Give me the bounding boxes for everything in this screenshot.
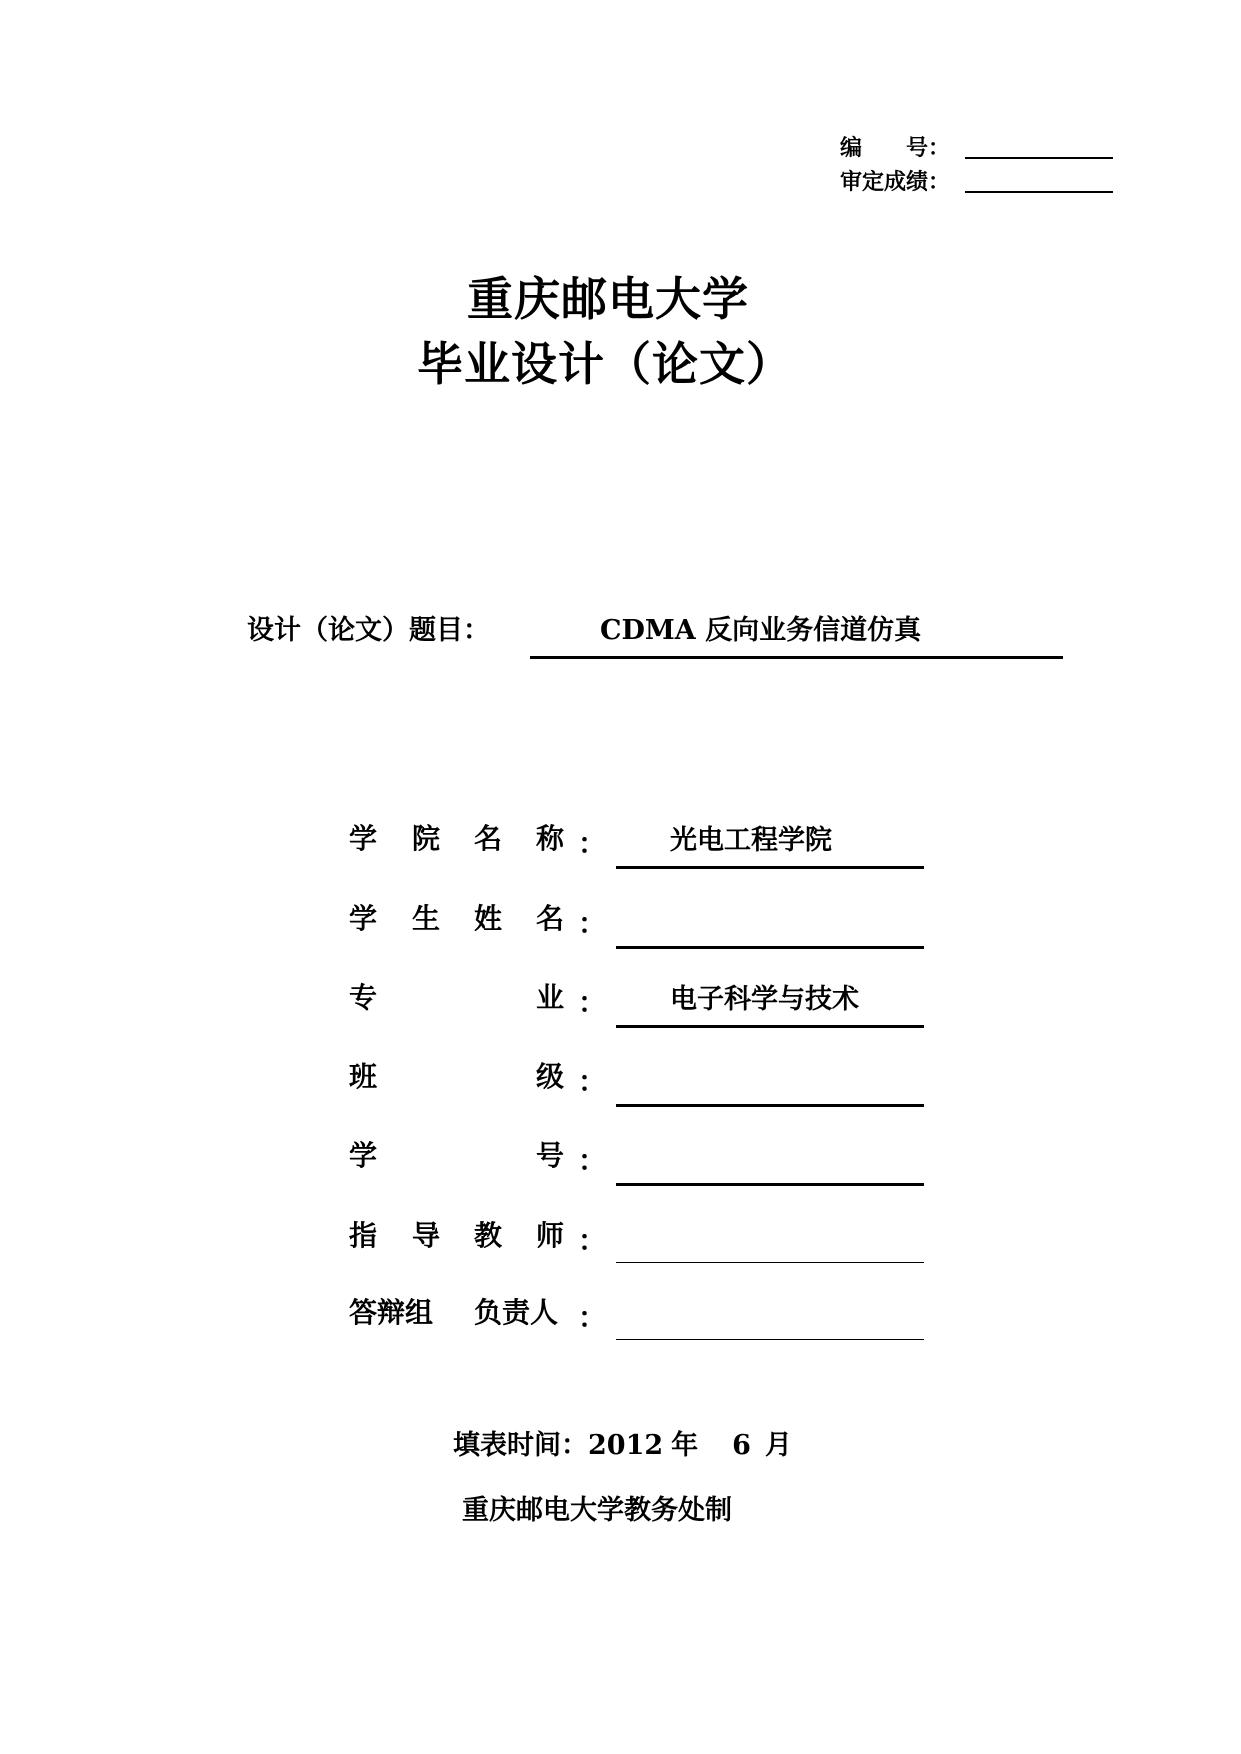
college-label-char-2: 院 bbox=[412, 822, 441, 855]
student-label-char-2: 生 bbox=[412, 902, 441, 935]
issuer-text: 重庆邮电大学教务处制 bbox=[462, 1495, 732, 1526]
grade-label: 审定成绩： bbox=[840, 169, 951, 195]
advisor-label-char-3: 教 bbox=[474, 1219, 503, 1252]
student-label-char-3: 姓 bbox=[474, 902, 503, 935]
student-name-field[interactable] bbox=[616, 946, 924, 949]
college-label-char-3: 名 bbox=[474, 822, 503, 855]
class-field[interactable] bbox=[616, 1104, 924, 1107]
fill-date-year-unit: 年 bbox=[671, 1430, 699, 1461]
topic-value: CDMA 反向业务信道仿真 bbox=[600, 615, 922, 646]
student-label-char-1: 学 bbox=[349, 902, 378, 935]
student-label-char-4: 名 bbox=[536, 902, 565, 935]
fill-date bbox=[453, 1423, 792, 1462]
student-id-field[interactable] bbox=[616, 1183, 924, 1186]
committee-field[interactable] bbox=[616, 1339, 924, 1340]
advisor-label-char-1: 指 bbox=[349, 1219, 378, 1252]
document-type-title: 毕业设计（论文） bbox=[417, 337, 793, 391]
student-id-colon: ： bbox=[578, 1144, 607, 1177]
major-value: 电子科学与技术 bbox=[670, 984, 859, 1015]
number-label: 编 号： bbox=[840, 135, 951, 161]
college-field[interactable] bbox=[616, 866, 924, 869]
advisor-label-char-2: 导 bbox=[412, 1219, 441, 1252]
major-label-char-2: 业 bbox=[536, 981, 565, 1014]
fill-date-month: 6 bbox=[732, 1430, 751, 1461]
topic-underline bbox=[530, 656, 1063, 659]
major-colon: ： bbox=[578, 986, 607, 1019]
major-label-char-1: 专 bbox=[349, 981, 378, 1014]
student-id-label-char-1: 学 bbox=[349, 1139, 378, 1172]
student-id-label-char-2: 号 bbox=[536, 1139, 565, 1172]
class-label-char-1: 班 bbox=[349, 1060, 378, 1093]
college-label-char-4: 称 bbox=[536, 822, 565, 855]
student-colon: ： bbox=[578, 907, 607, 940]
grade-field[interactable] bbox=[965, 191, 1113, 193]
committee-colon: ： bbox=[578, 1301, 607, 1334]
fill-date-month-unit: 月 bbox=[764, 1430, 792, 1461]
fill-date-label: 填表时间： bbox=[453, 1430, 588, 1461]
advisor-field[interactable] bbox=[616, 1262, 924, 1263]
college-value: 光电工程学院 bbox=[670, 825, 832, 856]
college-colon: ： bbox=[578, 827, 607, 860]
advisor-label-char-4: 师 bbox=[536, 1219, 565, 1252]
committee-label-part-2: 负责人 bbox=[474, 1296, 559, 1329]
class-colon: ： bbox=[578, 1065, 607, 1098]
university-title: 重庆邮电大学 bbox=[467, 272, 749, 326]
college-label-char-1: 学 bbox=[349, 822, 378, 855]
number-field[interactable] bbox=[965, 157, 1113, 159]
class-label-char-2: 级 bbox=[536, 1060, 565, 1093]
major-field[interactable] bbox=[616, 1025, 924, 1028]
advisor-colon: ： bbox=[578, 1224, 607, 1257]
topic-label: 设计（论文）题目： bbox=[247, 615, 490, 646]
committee-label-part-1: 答辩组 bbox=[349, 1296, 434, 1329]
fill-date-year: 2012 bbox=[588, 1430, 664, 1461]
